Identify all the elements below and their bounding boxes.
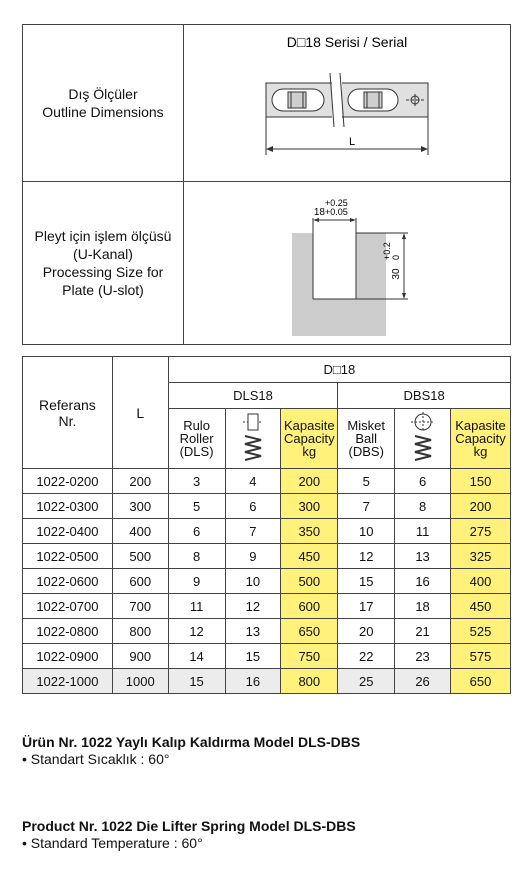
cell-ref: 1022-0600 [23, 569, 113, 594]
cell-l: 800 [112, 619, 168, 644]
cell-l: 500 [112, 544, 168, 569]
cell-dbs-spring: 13 [395, 544, 451, 569]
roller-spring-icon [241, 412, 265, 464]
u-slot [313, 218, 356, 299]
cell-dls-roller: 15 [168, 669, 225, 694]
cell-dbs-ball: 25 [338, 669, 395, 694]
cell-dls-roller: 3 [168, 469, 225, 494]
cell-dls-roller: 6 [168, 519, 225, 544]
depth-upper-tol: +0.2 [382, 242, 392, 260]
cell-ref: 1022-0400 [23, 519, 113, 544]
cell-dbs-spring: 18 [395, 594, 451, 619]
cell-dls-capacity: 350 [281, 519, 338, 544]
arrow-right-icon [421, 146, 428, 152]
cell-dls-roller: 11 [168, 594, 225, 619]
cell-dbs-capacity: 525 [450, 619, 510, 644]
cell-dls-capacity: 750 [281, 644, 338, 669]
cell-dbs-ball: 10 [338, 519, 395, 544]
footer-en-title: Product Nr. 1022 Die Lifter Spring Model DLS-DBS [22, 818, 356, 834]
cell-ref: 1022-0200 [23, 469, 113, 494]
width-nominal: 18 [313, 207, 325, 218]
outline-dimensions-label: Dış Ölçüler Outline Dimensions [23, 25, 184, 182]
processing-size-label: Pleyt için işlem ölçüsü (U-Kanal) Processing Size for Plate (U-slot) [23, 182, 184, 345]
cell-dbs-capacity: 150 [450, 469, 510, 494]
cell-dls-roller: 8 [168, 544, 225, 569]
cell-dbs-ball: 12 [338, 544, 395, 569]
cell-l: 200 [112, 469, 168, 494]
cell-l: 400 [112, 519, 168, 544]
table-row [23, 644, 511, 669]
cell-dbs-spring: 11 [395, 519, 451, 544]
cell-dbs-ball: 15 [338, 569, 395, 594]
cell-dls-spring: 4 [225, 469, 281, 494]
dls-capacity-header: Kapasite Capacity kg [281, 409, 338, 469]
cell-dls-spring: 12 [225, 594, 281, 619]
cell-l: 1000 [112, 669, 168, 694]
cell-ref: 1022-0900 [23, 644, 113, 669]
capacity-table [22, 356, 511, 694]
arrow-depth-bottom-icon [402, 293, 406, 299]
footer-en [22, 818, 356, 852]
cell-dbs-spring: 26 [395, 669, 451, 694]
table-row [23, 544, 511, 569]
cell-dls-spring: 15 [225, 644, 281, 669]
cell-l: 300 [112, 494, 168, 519]
cell-ref: 1022-0300 [23, 494, 113, 519]
dls-type-header: Rulo Roller (DLS) [168, 409, 225, 469]
table-row [23, 594, 511, 619]
cell-dbs-ball: 17 [338, 594, 395, 619]
series-header: D□18 [168, 357, 510, 383]
cell-dbs-ball: 5 [338, 469, 395, 494]
ball-spring-icon [409, 412, 437, 464]
cell-ref: 1022-0700 [23, 594, 113, 619]
cell-dls-capacity: 300 [281, 494, 338, 519]
cell-dls-spring: 6 [225, 494, 281, 519]
arrow-depth-top-icon [402, 233, 406, 239]
roller-spring-header [225, 409, 281, 469]
dim-l-label: L [348, 136, 356, 148]
table-row [23, 619, 511, 644]
cell-ref: 1022-1000 [23, 669, 113, 694]
cell-dls-roller: 14 [168, 644, 225, 669]
cell-dls-spring: 7 [225, 519, 281, 544]
dbs-capacity-header: Kapasite Capacity kg [450, 409, 510, 469]
dbs-group-header: DBS18 [338, 383, 511, 409]
dbs-type-header: Misket Ball (DBS) [338, 409, 395, 469]
cell-dls-spring: 13 [225, 619, 281, 644]
footer-en-temp: • Standard Temperature : 60° [22, 835, 203, 851]
table-row [23, 494, 511, 519]
width-lower-tol: +0.05 [325, 207, 348, 217]
width-upper-tol: +0.25 [325, 198, 348, 208]
table-row [23, 469, 511, 494]
cell-dls-capacity: 600 [281, 594, 338, 619]
table-row [23, 519, 511, 544]
table-row [23, 669, 511, 694]
cell-dbs-spring: 23 [395, 644, 451, 669]
cell-l: 900 [112, 644, 168, 669]
cell-dls-roller: 9 [168, 569, 225, 594]
cell-dls-capacity: 500 [281, 569, 338, 594]
cell-dls-roller: 5 [168, 494, 225, 519]
dimensions-table [22, 24, 511, 345]
cell-dbs-capacity: 575 [450, 644, 510, 669]
cell-dbs-capacity: 450 [450, 594, 510, 619]
depth-lower-tol: 0 [391, 254, 401, 260]
cell-l: 600 [112, 569, 168, 594]
cell-dls-capacity: 200 [281, 469, 338, 494]
cell-dbs-spring: 16 [395, 569, 451, 594]
cell-dbs-spring: 21 [395, 619, 451, 644]
cell-dls-capacity: 650 [281, 619, 338, 644]
cell-ref: 1022-0500 [23, 544, 113, 569]
footer-tr [22, 734, 360, 768]
footer-tr-temp: • Standart Sıcaklık : 60° [22, 751, 170, 767]
cell-dbs-ball: 20 [338, 619, 395, 644]
cell-dls-spring: 16 [225, 669, 281, 694]
footer-tr-title: Ürün Nr. 1022 Yaylı Kalıp Kaldırma Model DLS-DBS [22, 734, 361, 750]
cell-dbs-spring: 8 [395, 494, 451, 519]
cell-dbs-capacity: 400 [450, 569, 510, 594]
depth-nominal: 30 [391, 268, 402, 280]
outline-drawing [184, 25, 510, 181]
slot-drawing [184, 182, 510, 344]
ball-spring-header [395, 409, 451, 469]
table-row [23, 569, 511, 594]
cell-dls-spring: 9 [225, 544, 281, 569]
cell-dbs-capacity: 325 [450, 544, 510, 569]
slot-drawing-cell [184, 182, 511, 345]
cell-ref: 1022-0800 [23, 619, 113, 644]
arrow-left-icon [266, 146, 273, 152]
cell-dls-capacity: 800 [281, 669, 338, 694]
l-header: L [112, 357, 168, 469]
ref-header: Referans Nr. [23, 357, 113, 469]
cell-dbs-capacity: 650 [450, 669, 510, 694]
cell-dbs-spring: 6 [395, 469, 451, 494]
cell-l: 700 [112, 594, 168, 619]
cell-dbs-capacity: 200 [450, 494, 510, 519]
cell-dls-roller: 12 [168, 619, 225, 644]
cell-dls-capacity: 450 [281, 544, 338, 569]
cell-dls-spring: 10 [225, 569, 281, 594]
series-title: D□18 Serisi / Serial [286, 34, 408, 50]
outline-drawing-cell [184, 25, 511, 182]
table-body [23, 469, 511, 694]
dls-group-header: DLS18 [168, 383, 338, 409]
cell-dbs-ball: 7 [338, 494, 395, 519]
cell-dbs-ball: 22 [338, 644, 395, 669]
cell-dbs-capacity: 275 [450, 519, 510, 544]
